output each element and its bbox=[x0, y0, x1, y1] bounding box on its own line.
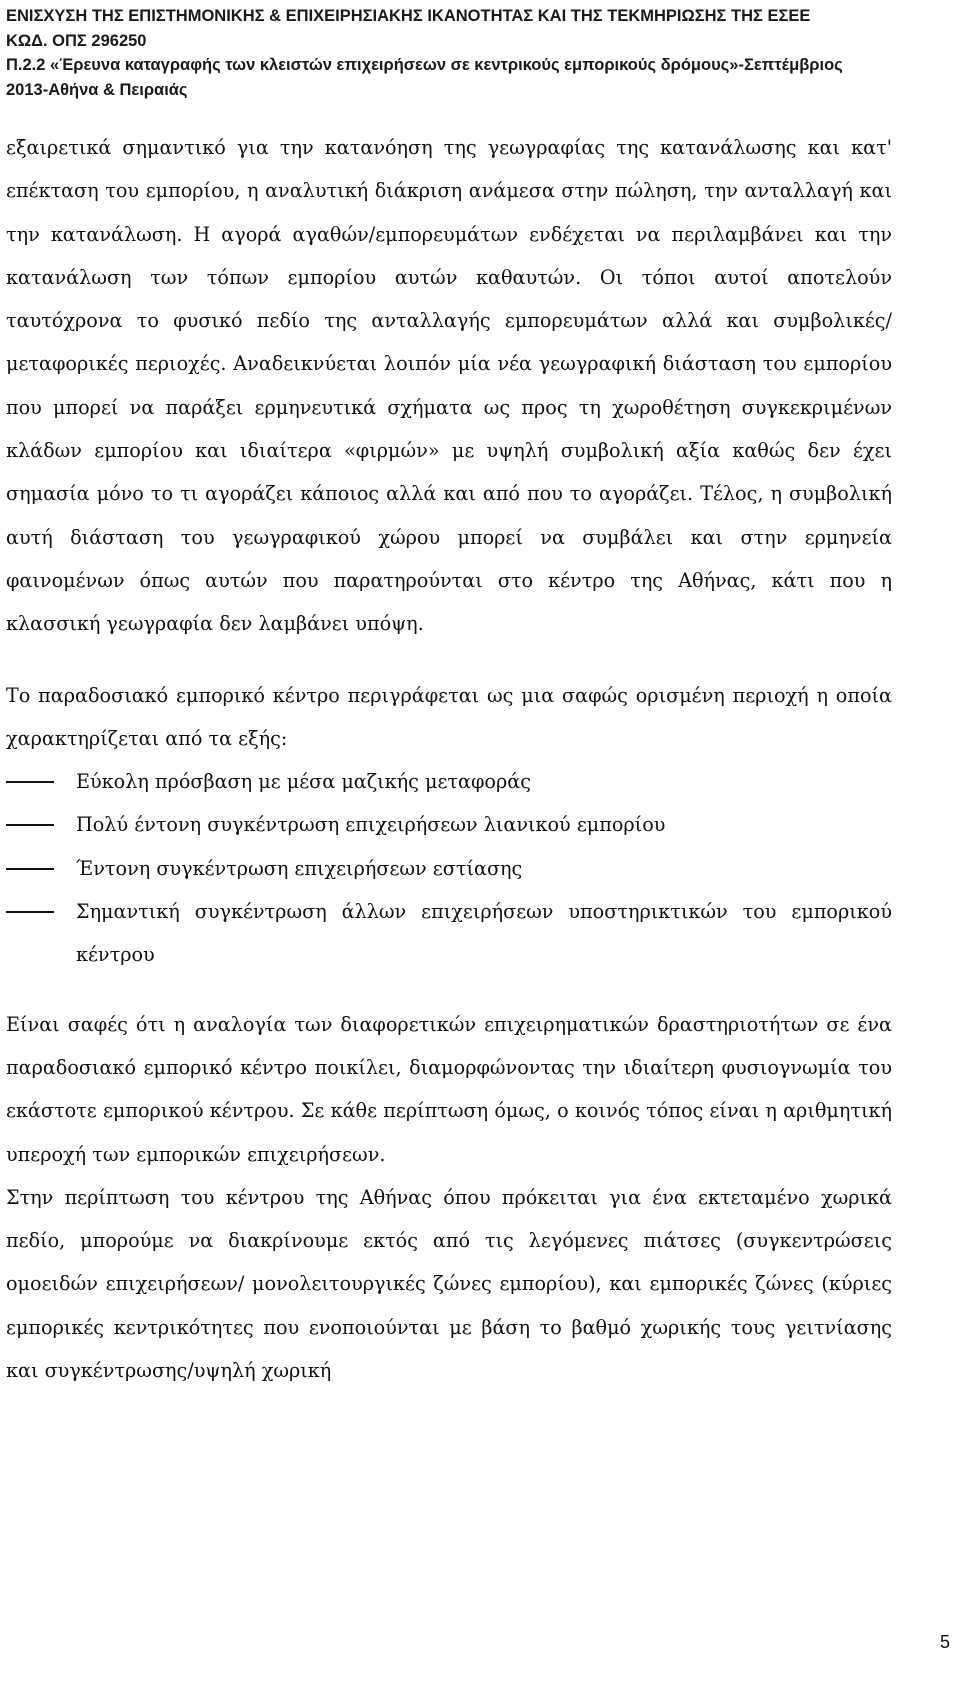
paragraph-consumption-geography: εξαιρετικά σημαντικό για την κατανόηση της γεωγραφίας της κατανάλωσης και κατ' επέκταση του εμπορίου, η αναλυτική διάκριση ανάμεσα στην πώληση, την ανταλλαγή και την κατανάλωση. Η αγορά αγαθών/εμπορευμάτων ενδέχεται να περιλαμβάνει και την κατανάλωση των τόπων εμπορίου αυτών καθαυτών. Οι τόποι αυτοί αποτελούν ταυτόχρονα το φυσικό πεδίο της ανταλλαγής εμπορευμάτων αλλά και συμβολικές/μεταφορικές περιοχές. Αναδεικνύεται λοιπόν μία νέα γεωγραφική διάσταση του εμπορίου που μπορεί να παράξει ερμηνευτικά σχήματα ως προς τη χωροθέτηση συγκεκριμένων κλάδων εμπορίου και ιδιαίτερα «φιρμών» με υψηλή συμβολική αξία καθώς δεν έχει σημασία μόνο το τι αγοράζει κάποιος αλλά και από που το αγοράζει. Τέλος, η συμβολική αυτή διάσταση του γεωγραφικού χώρου μπορεί να συμβάλει και στην ερμηνεία φαινομένων όπως αυτών που παρατηρούνται στο κέντρο της Αθήνας, κάτι που η κλασσική γεωγραφία δεν λαμβάνει υπόψη. bbox=[6, 136, 892, 636]
list-item-text: Πολύ έντονη συγκέντρωση επιχειρήσεων λιανικού εμπορίου bbox=[76, 813, 666, 837]
list-item bbox=[6, 847, 892, 890]
paragraph-athens-centre: Στην περίπτωση του κέντρου της Αθήνας όπου πρόκειται για ένα εκτεταμένο χωρικά πεδίο, μπορούμε να διακρίνουμε εκτός από τις λεγόμενες πιάτσες (συγκεντρώσεις ομοειδών επιχειρήσεων/ μονολειτουργικές ζώνες εμπορίου), και εμπορικές ζώνες (κύριες εμπορικές κεντρικότητες που ενοποιούνται με βάση το βαθμό χωρικής τους γειτνίασης και συγκέντρωσης/υψηλή χωρική bbox=[6, 1185, 892, 1383]
header-deliverable-title: Π.2.2 «Έρευνα καταγραφής των κλειστών επιχειρήσεων σε κεντρικούς εμπορικούς δρόμους»-Σεπτέμβριος bbox=[6, 56, 843, 74]
list-item-text: Έντονη συγκέντρωση επιχειρήσεων εστίασης bbox=[76, 856, 523, 880]
list-item bbox=[6, 760, 892, 803]
list-item bbox=[6, 803, 892, 846]
paragraph-business-mix: Είναι σαφές ότι η αναλογία των διαφορετικών επιχειρηματικών δραστηριοτήτων σε ένα παραδοσιακό εμπορικό κέντρο ποικίλει, διαμορφώνοντας την ιδιαίτερη φυσιογνωμία του εκάστοτε εμπορικού κέντρου. Σε κάθε περίπτωση όμως, ο κοινός τόπος είναι η αριθμητική υπεροχή των εμπορικών επιχειρήσεων. bbox=[6, 1012, 892, 1166]
document-body bbox=[6, 126, 892, 1392]
list-item-text: Εύκολη πρόσβαση με μέσα μαζικής μεταφοράς bbox=[76, 770, 531, 794]
characteristics-list bbox=[6, 760, 892, 976]
paragraph-traditional-centre: Το παραδοσιακό εμπορικό κέντρο περιγράφεται ως μια σαφώς ορισμένη περιοχή η οποία χαρακτηρίζεται από τα εξής: bbox=[6, 683, 892, 750]
document-header bbox=[6, 4, 956, 102]
header-project-code: ΚΩΔ. ΟΠΣ 296250 bbox=[6, 31, 147, 50]
page-number: 5 bbox=[939, 1632, 950, 1652]
list-item bbox=[6, 890, 892, 977]
header-project-title: ΕΝΙΣΧΥΣΗ ΤΗΣ ΕΠΙΣΤΗΜΟΝΙΚΗΣ & ΕΠΙΧΕΙΡΗΣΙΑΚΗΣ ΙΚΑΝΟΤΗΤΑΣ ΚΑΙ ΤΗΣ ΤΕΚΜΗΡΙΩΣΗΣ ΤΗΣ ΕΣΕΕ bbox=[6, 7, 811, 25]
list-item-text: Σημαντική συγκέντρωση άλλων επιχειρήσεων υποστηρικτικών του εμπορικού κέντρου bbox=[76, 900, 892, 967]
header-deliverable-date: 2013-Αθήνα & Πειραιάς bbox=[6, 80, 188, 99]
